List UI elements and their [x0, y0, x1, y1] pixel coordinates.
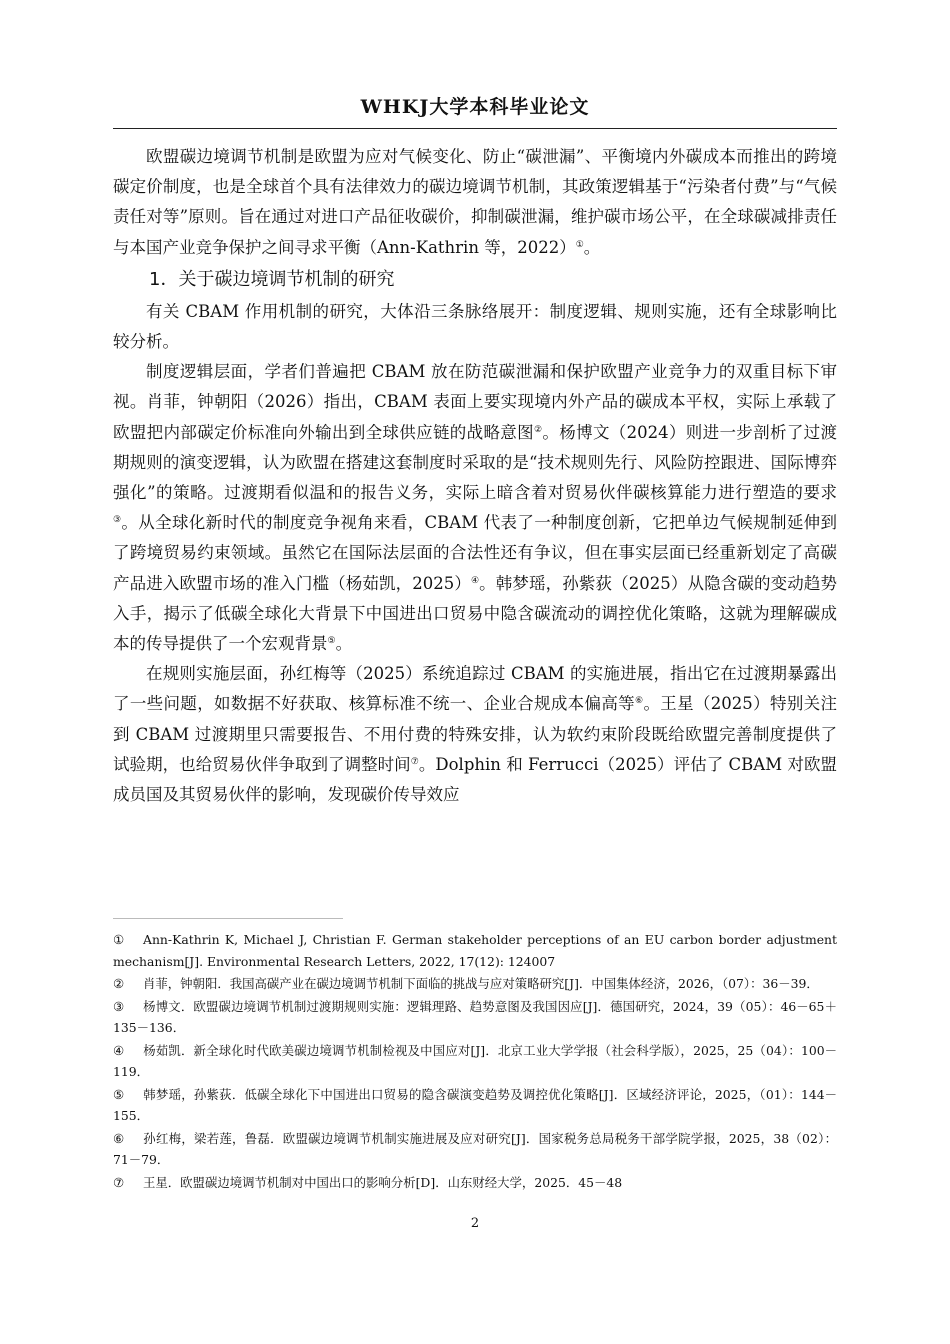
section-heading: 1．关于碳边境调节机制的研究 [149, 268, 395, 290]
footnote-text: 肖菲，钟朝阳．我国高碳产业在碳边境调节机制下面临的挑战与应对策略研究[J]．中国集体经济，2026，（07）：36－39． [143, 976, 819, 991]
intro-end: 。 [583, 237, 601, 257]
footnote-item [113, 996, 837, 1039]
footnote-ref-1[interactable]: ① [575, 239, 584, 250]
paragraph-3 [113, 659, 837, 810]
header-rule [113, 128, 837, 129]
footnote-mark: ④ [113, 1042, 125, 1058]
footnote-ref-7[interactable]: ⑦ [410, 756, 419, 767]
footnotes [113, 929, 837, 1194]
footnote-text: 王星．欧盟碳边境调节机制对中国出口的影响分析[D]．山东财经大学，2025．45－48 [143, 1174, 623, 1190]
footnote-ref-5[interactable]: ⑤ [327, 636, 336, 647]
footnote-ref-3[interactable]: ③ [113, 515, 122, 526]
footnote-ref-4[interactable]: ④ [470, 575, 480, 586]
footnote-mark: ⑦ [113, 1174, 125, 1190]
footnote-item [113, 973, 837, 995]
paragraph-2 [113, 357, 837, 659]
footnote-text: 韩梦瑶，孙紫荻．低碳全球化下中国进出口贸易的隐含碳演变趋势及调控优化策略[J]．区域经济评论，2025，（01）：144－155． [113, 1086, 837, 1123]
footnote-rule [113, 918, 343, 919]
footnote-mark: ⑥ [113, 1130, 125, 1146]
footnote-ref-6[interactable]: ⑥ [635, 696, 644, 707]
footnote-item [113, 929, 837, 972]
paragraph-2-text: 。韩梦瑶，孙紫荻（2025）从隐含碳的变动趋势入手，揭示了低碳全球化大背景下中国进出口贸易中隐含碳流动的调控优化策略，这就为理解碳成本的传导提供了一个宏观背景 [113, 573, 837, 654]
footnote-item [113, 1040, 837, 1083]
paragraph-2-text: 。从全球化新时代的制度竞争视角来看，CBAM 代表了一种制度创新，它把单边气候规制延伸到了跨境贸易约束领域。虽然它在国际法层面的合法性还有争议，但在事实层面已经重新划定了高碳产品进入欧盟市场的准入门槛（杨茹凯，2025） [113, 513, 837, 593]
paragraph-2-text: 。杨博文（2024）则进一步剖析了过渡期规则的演变逻辑，认为欧盟在搭建这套制度时采取的是“技术规则先行、风险防控跟进、国际博弈强化”的策略。过渡期看似温和的报告义务，实际上暗含着对贸易伙伴碳核算能力进行塑造的要求 [113, 422, 838, 503]
footnote-text: 杨博文．欧盟碳边境调节机制过渡期规则实施：逻辑理路、趋势意图及我国因应[J]．德国研究，2024，39（05）：46－65＋135－136． [113, 998, 837, 1035]
paragraph-3-text: 。王星（2025）特别关注到 CBAM 过渡期里只需要报告、不用付费的特殊安排，认为软约束阶段既给欧盟完善制度提供了试验期，也给贸易伙伴争取到了调整时间 [113, 694, 838, 774]
footnote-mark: ⑤ [113, 1086, 125, 1102]
paragraph-1: 有关 CBAM 作用机制的研究，大体沿三条脉络展开：制度逻辑、规则实施，还有全球影响比较分析。 [113, 301, 837, 352]
paragraph-3-text: 。Dolphin 和 Ferrucci（2025）评估了 CBAM 对欧盟成员国及其贸易伙伴的影响，发现碳价传导效应 [113, 754, 837, 805]
page-number: 2 [470, 1216, 480, 1231]
footnote-mark: ② [113, 976, 125, 991]
footnote-text: 孙红梅，梁若莲，鲁磊．欧盟碳边境调节机制实施进展及应对研究[J]．国家税务总局税务干部学院学报，2025，38（02）：71－79． [113, 1130, 837, 1167]
page-header-title: WHKJ大学本科毕业论文 [360, 96, 590, 118]
footnote-item [113, 1172, 837, 1194]
footnote-item [113, 1128, 837, 1171]
intro-paragraph [113, 142, 837, 263]
footnote-mark: ③ [113, 998, 125, 1014]
footnote-text: 杨茹凯．新全球化时代欧美碳边境调节机制检视及中国应对[J]．北京工业大学学报（社会科学版），2025，25（04）：100－119． [113, 1042, 837, 1079]
paragraph-2-text: 。 [335, 634, 353, 654]
main-body [113, 142, 837, 810]
intro-text: 欧盟碳边境调节机制是欧盟为应对气候变化、防止“碳泄漏”、平衡境内外碳成本而推出的跨境碳定价制度，也是全球首个具有法律效力的碳边境调节机制，其政策逻辑基于“污染者付费”与“气候责任对等”原则。旨在通过对进口产品征收碳价，抑制碳泄漏，维护碳市场公平，在全球碳减排责任与本国产业竞争保护之间寻求平衡（Ann-Kathrin 等，2022） [113, 147, 837, 257]
footnote-item [113, 1084, 837, 1127]
footnote-ref-2[interactable]: ② [534, 424, 543, 435]
footnote-mark: ① [113, 932, 125, 947]
paragraph-3-text: 在规则实施层面，孙红梅等（2025）系统追踪过 CBAM 的实施进展，指出它在过渡期暴露出了一些问题，如数据不好获取、核算标准不统一、企业合规成本偏高等 [113, 664, 837, 714]
footnote-text: Ann-Kathrin K, Michael J, Christian F. German stakeholder perceptions of an EU carbon border adjustment mechanism[J]. Environmental Research Letters, 2022, 17(12): 124007 [113, 932, 837, 969]
paragraph-2-text: 制度逻辑层面，学者们普遍把 CBAM 放在防范碳泄漏和保护欧盟产业竞争力的双重目标下审视。肖菲，钟朝阳（2026）指出，CBAM 表面上要实现境内外产品的碳成本平权，实际上承载了欧盟把内部碳定价标准向外输出到全球供应链的战略意图 [113, 362, 837, 442]
